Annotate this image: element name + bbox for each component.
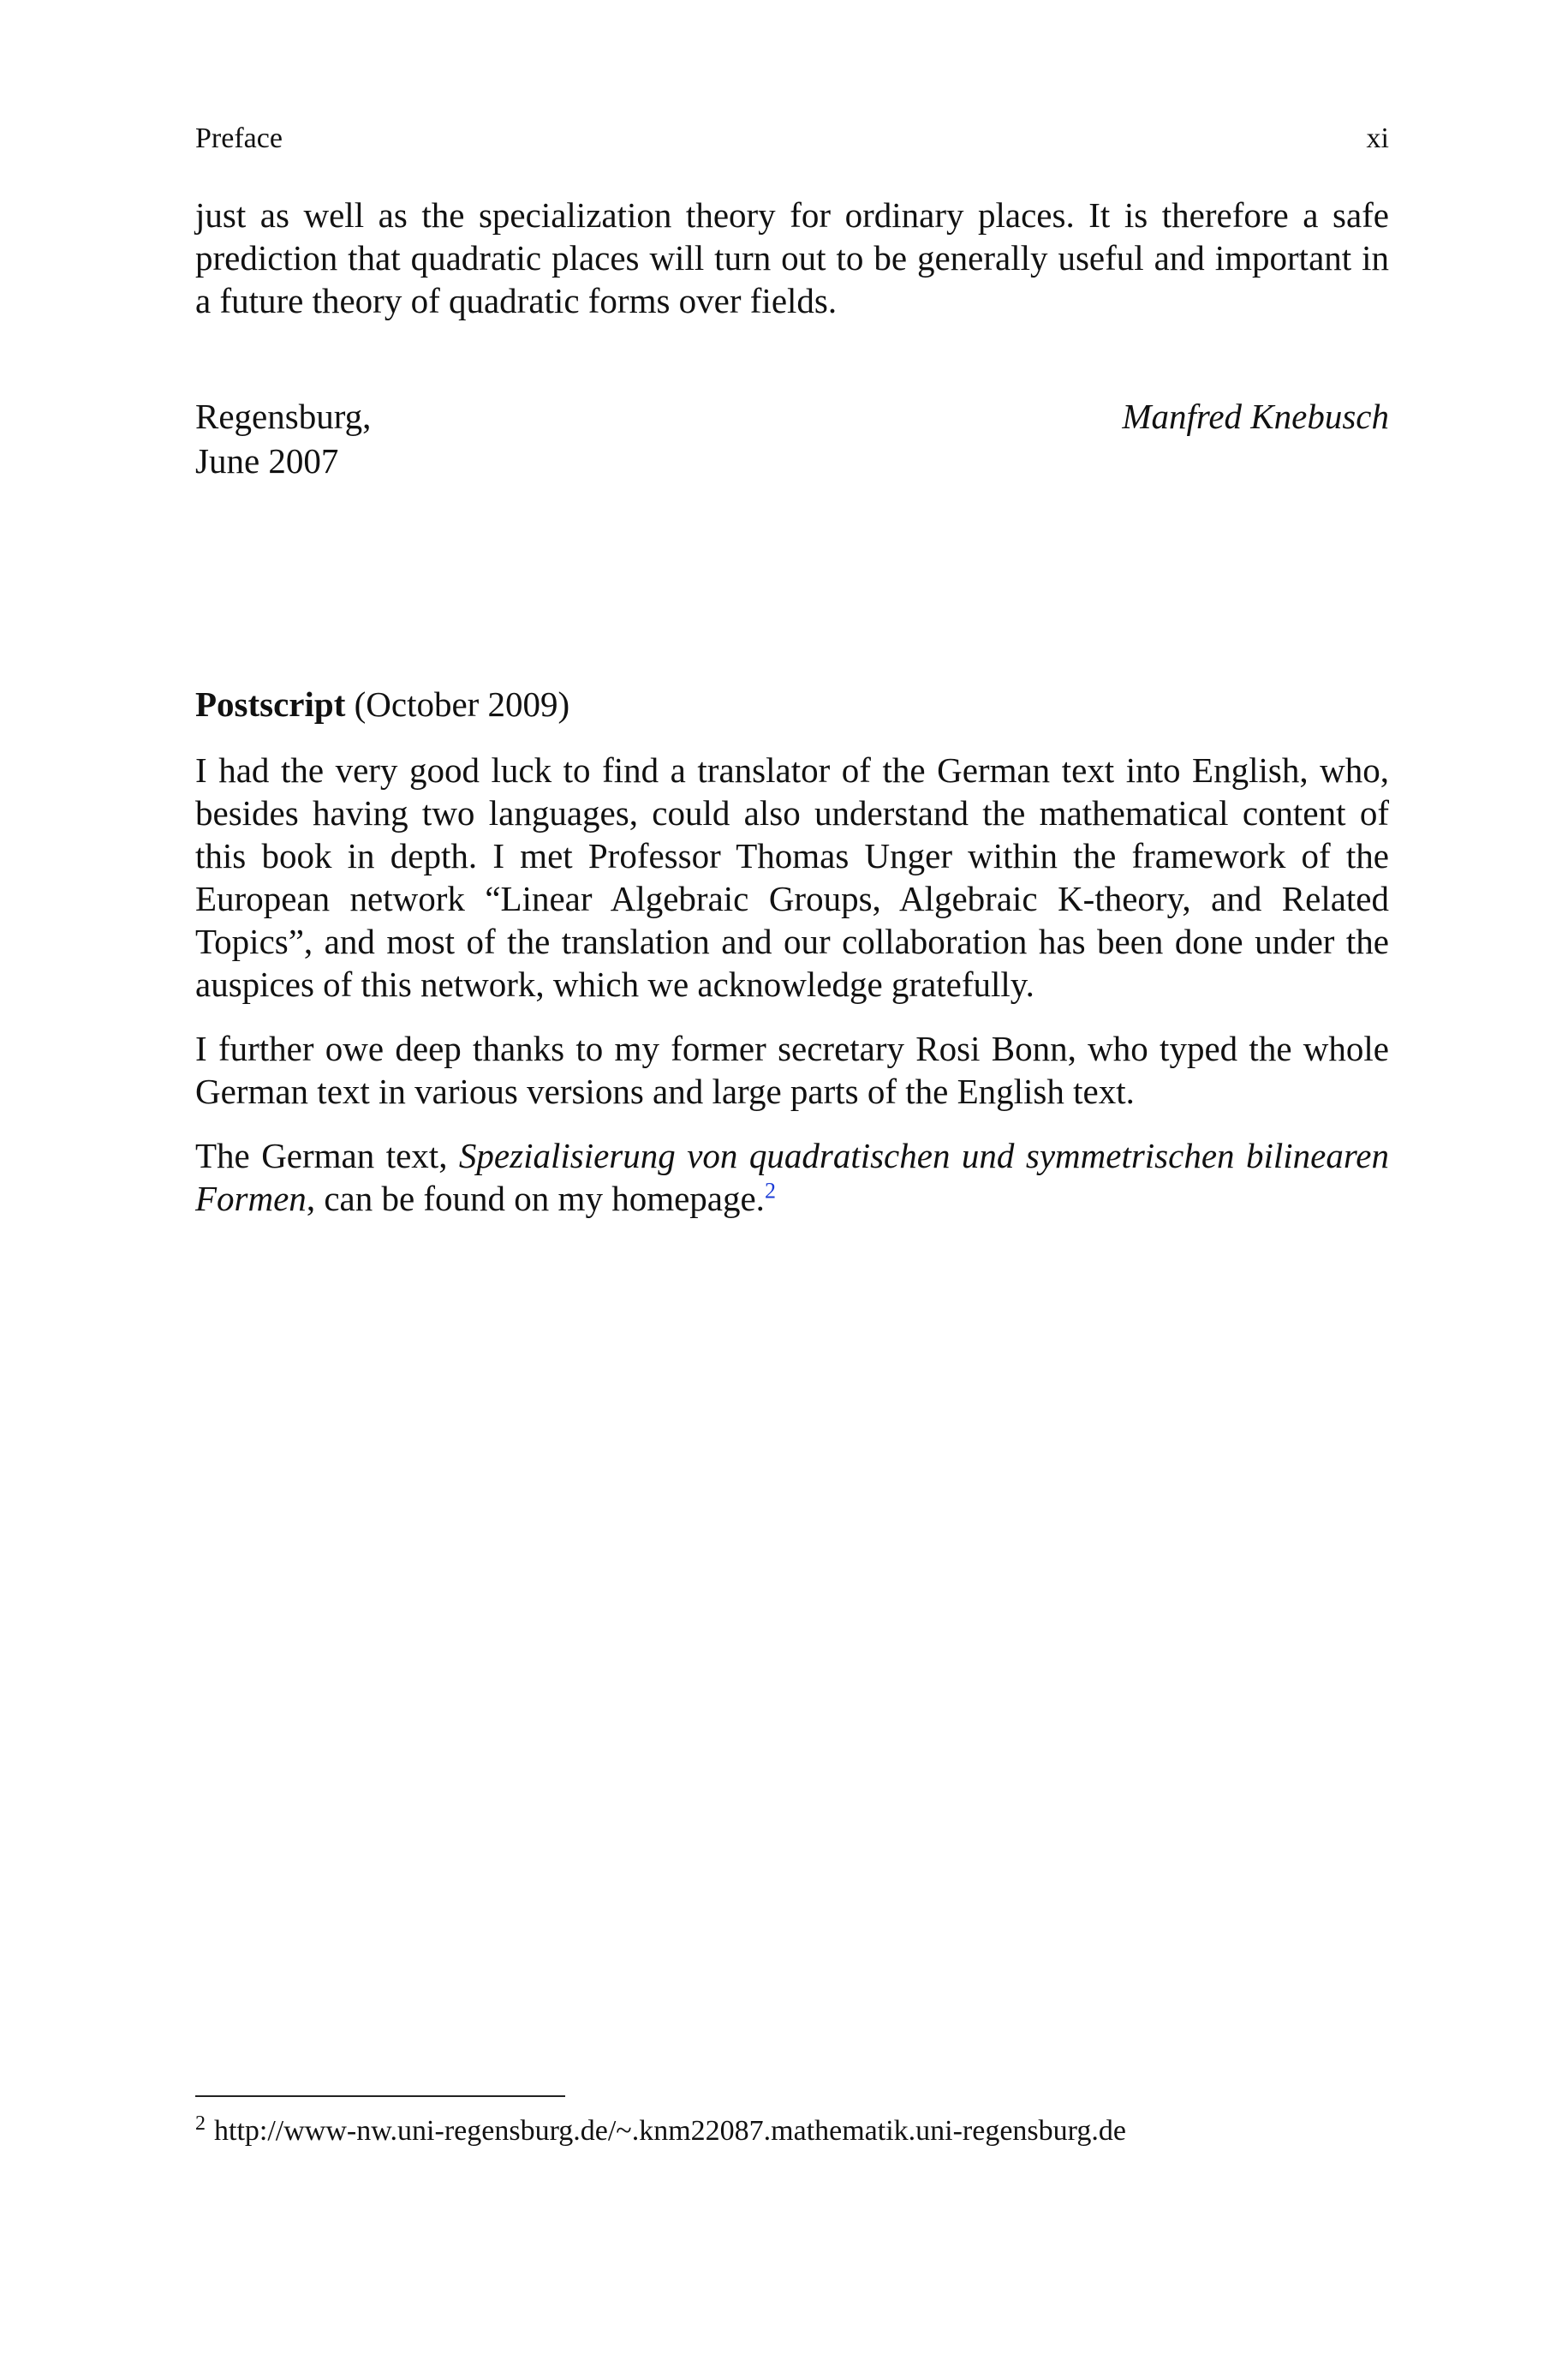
signature-author: Manfred Knebusch <box>1122 397 1389 436</box>
paragraph-3-end: , can be found on my homepage. <box>306 1179 765 1218</box>
footnote-divider <box>195 2095 565 2097</box>
footnote-number: 2 <box>195 2112 206 2135</box>
page-number: xi <box>1366 122 1389 154</box>
postscript-paragraph-3 <box>195 1134 1389 1220</box>
postscript-paragraph-1: I had the very good luck to find a translator of the German text into English, who, besides having two languages, could also understand the mathematical content of this book in depth. I met Professor Thomas Unger within the framework of the European network “Linear Algebraic Groups, Algebraic K-theory, and Related Topics”, and most of the translation and our collaboration has been done under the auspices of this network, which we acknowledge gratefully. <box>195 750 1389 1004</box>
footnote <box>195 2112 1389 2150</box>
footnote-reference-link[interactable]: 2 <box>764 1178 776 1204</box>
postscript-section <box>195 682 1389 1241</box>
german-text-title: Spezialisierung von quadratischen und symmetrischen bilinearen Formen <box>195 1136 1390 1218</box>
postscript-date: (October 2009) <box>354 684 570 724</box>
footnote-url[interactable]: http://www-nw.uni-regensburg.de/~.knm22087.mathematik.uni-regensburg.de <box>214 2115 1126 2147</box>
intro-paragraph: just as well as the specialization theory for ordinary places. It is therefore a safe prediction that quadratic places will turn out to be generally useful and important in a future theory of quadratic forms over fields. <box>195 195 1389 320</box>
signature-place: Regensburg, <box>195 397 372 436</box>
postscript-paragraph-2: I further owe deep thanks to my former secretary Rosi Bonn, who typed the whole German text in various versions and large parts of the English text. <box>195 1029 1389 1111</box>
postscript-heading <box>195 682 1389 726</box>
intro-block <box>195 194 1389 322</box>
section-title: Preface <box>195 122 283 154</box>
paragraph-3-start: The German text, <box>195 1136 448 1175</box>
postscript-title: Postscript <box>195 684 346 724</box>
signature-date: June 2007 <box>195 441 339 481</box>
book-page <box>195 0 1389 2378</box>
